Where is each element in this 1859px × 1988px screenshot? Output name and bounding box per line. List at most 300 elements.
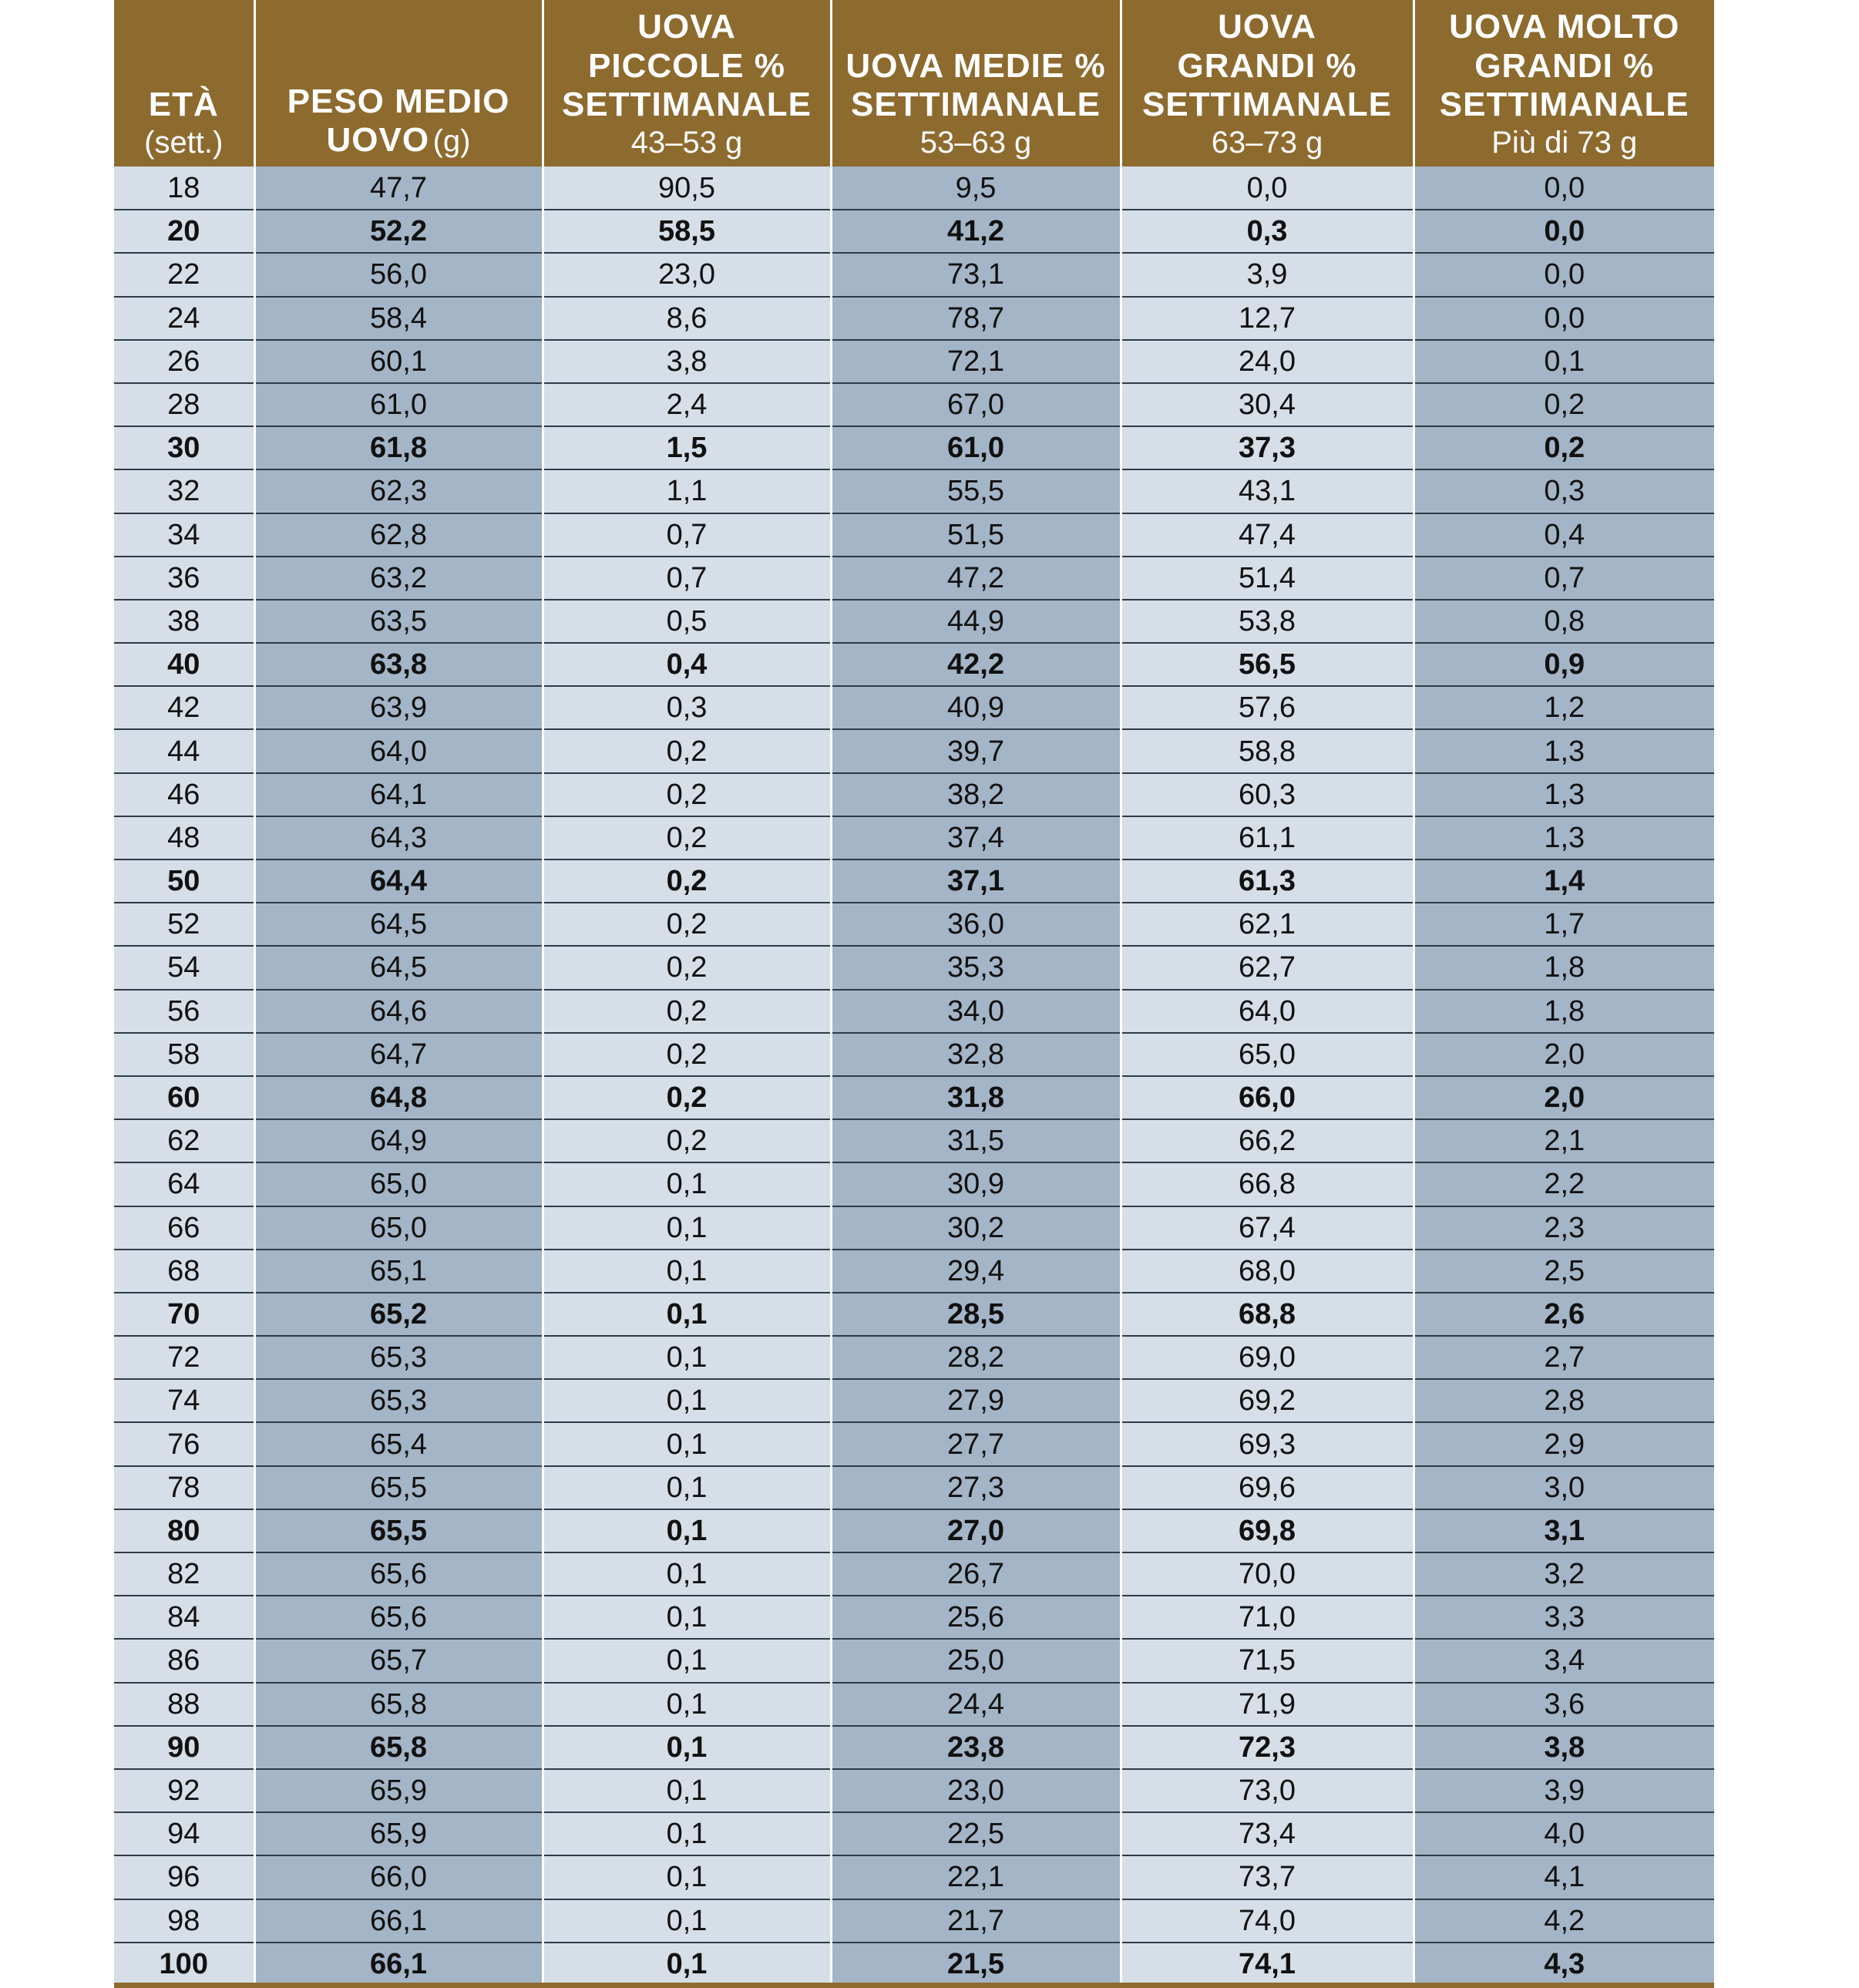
header-title-line: SETTIMANALE [851, 86, 1101, 124]
cell-age: 88 [114, 1683, 254, 1726]
cell-small-pct: 0,1 [543, 1466, 831, 1509]
table-row [114, 816, 1714, 859]
cell-xlarge-pct: 0,4 [1414, 513, 1714, 557]
table-row [114, 600, 1714, 643]
cell-age: 86 [114, 1639, 254, 1682]
cell-xlarge-pct: 0,0 [1414, 297, 1714, 340]
table-row [114, 210, 1714, 253]
cell-medium-pct: 21,5 [831, 1943, 1121, 1986]
table-row [114, 513, 1714, 557]
header-title-text: UOVO [326, 121, 430, 160]
cell-large-pct: 0,0 [1121, 167, 1414, 210]
cell-medium-pct: 55,5 [831, 469, 1121, 513]
cell-age: 28 [114, 383, 254, 426]
table-row [114, 946, 1714, 989]
cell-age: 40 [114, 643, 254, 686]
cell-small-pct: 0,1 [543, 1639, 831, 1682]
cell-medium-pct: 73,1 [831, 253, 1121, 296]
cell-medium-pct: 28,2 [831, 1336, 1121, 1379]
cell-xlarge-pct: 0,7 [1414, 557, 1714, 600]
cell-large-pct: 62,7 [1121, 946, 1414, 989]
cell-avg-weight: 65,9 [254, 1769, 543, 1812]
table-row [114, 1162, 1714, 1206]
cell-xlarge-pct: 4,2 [1414, 1899, 1714, 1943]
cell-small-pct: 0,1 [543, 1250, 831, 1293]
cell-medium-pct: 40,9 [831, 686, 1121, 729]
table-row [114, 1552, 1714, 1596]
cell-medium-pct: 37,4 [831, 816, 1121, 859]
cell-avg-weight: 47,7 [254, 167, 543, 210]
cell-small-pct: 0,1 [543, 1943, 831, 1986]
header-title-line: UOVA MOLTO [1449, 8, 1680, 46]
cell-avg-weight: 52,2 [254, 210, 543, 253]
table-row [114, 1379, 1714, 1422]
table-row [114, 990, 1714, 1033]
cell-avg-weight: 64,3 [254, 816, 543, 859]
cell-xlarge-pct: 3,4 [1414, 1639, 1714, 1682]
table-row [114, 426, 1714, 469]
cell-medium-pct: 78,7 [831, 297, 1121, 340]
table-row [114, 1509, 1714, 1552]
cell-small-pct: 0,1 [543, 1552, 831, 1596]
cell-age: 52 [114, 903, 254, 946]
cell-large-pct: 0,3 [1121, 210, 1414, 253]
cell-avg-weight: 65,9 [254, 1812, 543, 1855]
cell-small-pct: 0,2 [543, 1119, 831, 1162]
header-title-line: SETTIMANALE [1439, 86, 1689, 124]
cell-medium-pct: 47,2 [831, 557, 1121, 600]
table-row [114, 1466, 1714, 1509]
cell-medium-pct: 34,0 [831, 990, 1121, 1033]
cell-medium-pct: 22,1 [831, 1855, 1121, 1899]
cell-age: 30 [114, 426, 254, 469]
cell-small-pct: 0,1 [543, 1379, 831, 1422]
cell-small-pct: 0,2 [543, 729, 831, 772]
cell-age: 82 [114, 1552, 254, 1596]
cell-small-pct: 0,1 [543, 1206, 831, 1250]
cell-small-pct: 0,1 [543, 1683, 831, 1726]
col-header-medium [831, 0, 1121, 167]
cell-medium-pct: 27,0 [831, 1509, 1121, 1552]
cell-age: 60 [114, 1076, 254, 1119]
cell-medium-pct: 30,2 [831, 1206, 1121, 1250]
table-row [114, 253, 1714, 296]
cell-small-pct: 0,5 [543, 600, 831, 643]
cell-age: 46 [114, 773, 254, 816]
table-row [114, 1596, 1714, 1639]
cell-large-pct: 64,0 [1121, 990, 1414, 1033]
cell-avg-weight: 64,8 [254, 1076, 543, 1119]
cell-small-pct: 0,1 [543, 1855, 831, 1899]
table-row [114, 1639, 1714, 1682]
cell-medium-pct: 35,3 [831, 946, 1121, 989]
header-title-line: GRANDI % [1474, 46, 1655, 85]
cell-large-pct: 74,0 [1121, 1899, 1414, 1943]
cell-xlarge-pct: 1,3 [1414, 773, 1714, 816]
cell-age: 50 [114, 859, 254, 903]
cell-avg-weight: 64,4 [254, 859, 543, 903]
header-title-line: PESO MEDIO [287, 82, 510, 120]
cell-small-pct: 0,1 [543, 1899, 831, 1943]
cell-large-pct: 72,3 [1121, 1726, 1414, 1769]
cell-age: 94 [114, 1812, 254, 1855]
cell-age: 20 [114, 210, 254, 253]
cell-age: 78 [114, 1466, 254, 1509]
cell-age: 98 [114, 1899, 254, 1943]
cell-small-pct: 8,6 [543, 297, 831, 340]
header-title-line: SETTIMANALE [1142, 86, 1392, 124]
cell-large-pct: 37,3 [1121, 426, 1414, 469]
cell-age: 22 [114, 253, 254, 296]
cell-medium-pct: 31,5 [831, 1119, 1121, 1162]
cell-age: 96 [114, 1855, 254, 1899]
header-unit: Più di 73 g [1491, 126, 1638, 160]
table-row [114, 167, 1714, 210]
cell-medium-pct: 27,7 [831, 1422, 1121, 1465]
cell-small-pct: 0,1 [543, 1769, 831, 1812]
cell-xlarge-pct: 1,8 [1414, 990, 1714, 1033]
cell-large-pct: 69,2 [1121, 1379, 1414, 1422]
cell-avg-weight: 63,5 [254, 600, 543, 643]
cell-avg-weight: 65,8 [254, 1683, 543, 1726]
cell-large-pct: 57,6 [1121, 686, 1414, 729]
table-row [114, 1943, 1714, 1986]
cell-small-pct: 0,3 [543, 686, 831, 729]
cell-small-pct: 0,2 [543, 990, 831, 1033]
cell-small-pct: 0,1 [543, 1509, 831, 1552]
cell-avg-weight: 65,6 [254, 1552, 543, 1596]
col-header-large [1121, 0, 1414, 167]
cell-avg-weight: 64,6 [254, 990, 543, 1033]
cell-xlarge-pct: 0,0 [1414, 167, 1714, 210]
cell-avg-weight: 60,1 [254, 340, 543, 383]
cell-age: 64 [114, 1162, 254, 1206]
cell-avg-weight: 62,3 [254, 469, 543, 513]
header-unit: (g) [432, 124, 471, 159]
cell-small-pct: 58,5 [543, 210, 831, 253]
cell-avg-weight: 64,5 [254, 903, 543, 946]
table-row [114, 1293, 1714, 1336]
cell-xlarge-pct: 2,8 [1414, 1379, 1714, 1422]
cell-large-pct: 73,0 [1121, 1769, 1414, 1812]
cell-large-pct: 61,3 [1121, 859, 1414, 903]
cell-avg-weight: 63,9 [254, 686, 543, 729]
cell-medium-pct: 23,0 [831, 1769, 1121, 1812]
cell-small-pct: 0,1 [543, 1726, 831, 1769]
cell-xlarge-pct: 2,9 [1414, 1422, 1714, 1465]
cell-age: 90 [114, 1726, 254, 1769]
cell-avg-weight: 65,1 [254, 1250, 543, 1293]
cell-small-pct: 3,8 [543, 340, 831, 383]
cell-xlarge-pct: 2,7 [1414, 1336, 1714, 1379]
cell-age: 24 [114, 297, 254, 340]
cell-medium-pct: 22,5 [831, 1812, 1121, 1855]
cell-age: 56 [114, 990, 254, 1033]
cell-medium-pct: 27,9 [831, 1379, 1121, 1422]
cell-medium-pct: 26,7 [831, 1552, 1121, 1596]
cell-age: 100 [114, 1943, 254, 1986]
cell-small-pct: 0,1 [543, 1293, 831, 1336]
table-row [114, 297, 1714, 340]
cell-large-pct: 66,2 [1121, 1119, 1414, 1162]
cell-medium-pct: 51,5 [831, 513, 1121, 557]
cell-medium-pct: 42,2 [831, 643, 1121, 686]
table-row [114, 1812, 1714, 1855]
cell-xlarge-pct: 1,7 [1414, 903, 1714, 946]
cell-xlarge-pct: 2,0 [1414, 1033, 1714, 1076]
cell-xlarge-pct: 2,2 [1414, 1162, 1714, 1206]
cell-small-pct: 0,7 [543, 513, 831, 557]
cell-large-pct: 58,8 [1121, 729, 1414, 772]
cell-small-pct: 0,2 [543, 773, 831, 816]
col-header-small [543, 0, 831, 167]
table-row [114, 903, 1714, 946]
cell-large-pct: 53,8 [1121, 600, 1414, 643]
cell-medium-pct: 24,4 [831, 1683, 1121, 1726]
header-title-line: ETÀ [148, 86, 219, 124]
cell-small-pct: 1,5 [543, 426, 831, 469]
cell-avg-weight: 65,4 [254, 1422, 543, 1465]
cell-avg-weight: 65,0 [254, 1162, 543, 1206]
cell-avg-weight: 64,1 [254, 773, 543, 816]
cell-large-pct: 61,1 [1121, 816, 1414, 859]
cell-small-pct: 0,2 [543, 816, 831, 859]
table-row [114, 469, 1714, 513]
cell-age: 72 [114, 1336, 254, 1379]
table-row [114, 1422, 1714, 1465]
cell-large-pct: 74,1 [1121, 1943, 1414, 1986]
cell-age: 18 [114, 167, 254, 210]
cell-avg-weight: 65,0 [254, 1206, 543, 1250]
table-row [114, 1336, 1714, 1379]
table-row [114, 729, 1714, 772]
cell-medium-pct: 23,8 [831, 1726, 1121, 1769]
cell-avg-weight: 65,7 [254, 1639, 543, 1682]
header-unit: (sett.) [144, 126, 224, 160]
table-row [114, 340, 1714, 383]
cell-large-pct: 67,4 [1121, 1206, 1414, 1250]
table-row [114, 383, 1714, 426]
cell-small-pct: 0,1 [543, 1812, 831, 1855]
header-title-line [256, 121, 542, 160]
cell-large-pct: 71,0 [1121, 1596, 1414, 1639]
cell-medium-pct: 41,2 [831, 210, 1121, 253]
cell-large-pct: 12,7 [1121, 297, 1414, 340]
table-row [114, 1119, 1714, 1162]
table-row [114, 1033, 1714, 1076]
cell-small-pct: 0,2 [543, 1033, 831, 1076]
cell-large-pct: 70,0 [1121, 1552, 1414, 1596]
cell-large-pct: 51,4 [1121, 557, 1414, 600]
cell-avg-weight: 66,1 [254, 1943, 543, 1986]
table-row [114, 1769, 1714, 1812]
cell-age: 32 [114, 469, 254, 513]
cell-xlarge-pct: 0,0 [1414, 253, 1714, 296]
cell-large-pct: 68,8 [1121, 1293, 1414, 1336]
cell-large-pct: 69,3 [1121, 1422, 1414, 1465]
cell-medium-pct: 44,9 [831, 600, 1121, 643]
cell-age: 36 [114, 557, 254, 600]
cell-avg-weight: 63,8 [254, 643, 543, 686]
cell-age: 26 [114, 340, 254, 383]
table-row [114, 686, 1714, 729]
cell-xlarge-pct: 2,0 [1414, 1076, 1714, 1119]
cell-large-pct: 68,0 [1121, 1250, 1414, 1293]
cell-large-pct: 69,0 [1121, 1336, 1414, 1379]
cell-small-pct: 23,0 [543, 253, 831, 296]
header-unit: 63–73 g [1211, 126, 1323, 160]
cell-xlarge-pct: 2,3 [1414, 1206, 1714, 1250]
cell-xlarge-pct: 3,9 [1414, 1769, 1714, 1812]
cell-medium-pct: 72,1 [831, 340, 1121, 383]
cell-large-pct: 69,8 [1121, 1509, 1414, 1552]
cell-age: 62 [114, 1119, 254, 1162]
cell-xlarge-pct: 3,6 [1414, 1683, 1714, 1726]
cell-avg-weight: 58,4 [254, 297, 543, 340]
cell-age: 58 [114, 1033, 254, 1076]
cell-age: 74 [114, 1379, 254, 1422]
cell-small-pct: 1,1 [543, 469, 831, 513]
cell-small-pct: 0,1 [543, 1336, 831, 1379]
cell-avg-weight: 65,5 [254, 1466, 543, 1509]
header-title-line: PICCOLE % [588, 46, 785, 85]
table-row [114, 773, 1714, 816]
cell-xlarge-pct: 1,3 [1414, 729, 1714, 772]
cell-avg-weight: 56,0 [254, 253, 543, 296]
cell-large-pct: 56,5 [1121, 643, 1414, 686]
cell-small-pct: 2,4 [543, 383, 831, 426]
cell-large-pct: 71,5 [1121, 1639, 1414, 1682]
cell-medium-pct: 37,1 [831, 859, 1121, 903]
cell-medium-pct: 25,6 [831, 1596, 1121, 1639]
cell-age: 48 [114, 816, 254, 859]
cell-small-pct: 0,2 [543, 903, 831, 946]
header-title-line: SETTIMANALE [562, 86, 812, 124]
cell-xlarge-pct: 2,5 [1414, 1250, 1714, 1293]
cell-small-pct: 0,1 [543, 1422, 831, 1465]
cell-avg-weight: 61,0 [254, 383, 543, 426]
table-body [114, 167, 1714, 1986]
cell-large-pct: 62,1 [1121, 903, 1414, 946]
cell-medium-pct: 21,7 [831, 1899, 1121, 1943]
cell-avg-weight: 65,3 [254, 1336, 543, 1379]
cell-small-pct: 0,2 [543, 1076, 831, 1119]
cell-xlarge-pct: 0,0 [1414, 210, 1714, 253]
cell-xlarge-pct: 1,4 [1414, 859, 1714, 903]
cell-large-pct: 66,0 [1121, 1076, 1414, 1119]
cell-xlarge-pct: 1,3 [1414, 816, 1714, 859]
header-unit: 53–63 g [919, 126, 1032, 160]
col-header-age [114, 0, 254, 167]
header-row [114, 0, 1714, 167]
cell-xlarge-pct: 4,0 [1414, 1812, 1714, 1855]
bottom-rule [114, 1983, 1714, 1988]
cell-avg-weight: 66,0 [254, 1855, 543, 1899]
cell-avg-weight: 64,9 [254, 1119, 543, 1162]
cell-large-pct: 47,4 [1121, 513, 1414, 557]
cell-xlarge-pct: 0,2 [1414, 383, 1714, 426]
cell-xlarge-pct: 3,1 [1414, 1509, 1714, 1552]
header-title-line: UOVA MEDIE % [845, 46, 1106, 85]
cell-age: 38 [114, 600, 254, 643]
col-header-xlarge [1414, 0, 1714, 167]
cell-xlarge-pct: 2,1 [1414, 1119, 1714, 1162]
cell-avg-weight: 65,2 [254, 1293, 543, 1336]
cell-medium-pct: 39,7 [831, 729, 1121, 772]
cell-large-pct: 66,8 [1121, 1162, 1414, 1206]
cell-medium-pct: 32,8 [831, 1033, 1121, 1076]
cell-small-pct: 0,1 [543, 1596, 831, 1639]
egg-size-table [114, 0, 1714, 1986]
cell-xlarge-pct: 0,1 [1414, 340, 1714, 383]
cell-medium-pct: 27,3 [831, 1466, 1121, 1509]
cell-age: 80 [114, 1509, 254, 1552]
cell-small-pct: 0,1 [543, 1162, 831, 1206]
cell-age: 66 [114, 1206, 254, 1250]
cell-large-pct: 30,4 [1121, 383, 1414, 426]
table-row [114, 1899, 1714, 1943]
cell-xlarge-pct: 0,3 [1414, 469, 1714, 513]
cell-xlarge-pct: 3,8 [1414, 1726, 1714, 1769]
cell-large-pct: 3,9 [1121, 253, 1414, 296]
cell-age: 84 [114, 1596, 254, 1639]
cell-large-pct: 60,3 [1121, 773, 1414, 816]
cell-medium-pct: 29,4 [831, 1250, 1121, 1293]
cell-medium-pct: 36,0 [831, 903, 1121, 946]
cell-xlarge-pct: 3,0 [1414, 1466, 1714, 1509]
cell-avg-weight: 65,5 [254, 1509, 543, 1552]
cell-avg-weight: 64,5 [254, 946, 543, 989]
cell-avg-weight: 61,8 [254, 426, 543, 469]
table-header [114, 0, 1714, 167]
cell-xlarge-pct: 4,1 [1414, 1855, 1714, 1899]
cell-large-pct: 71,9 [1121, 1683, 1414, 1726]
table-row [114, 557, 1714, 600]
header-title-line: GRANDI % [1177, 46, 1357, 85]
cell-age: 42 [114, 686, 254, 729]
cell-avg-weight: 63,2 [254, 557, 543, 600]
cell-large-pct: 43,1 [1121, 469, 1414, 513]
cell-xlarge-pct: 0,2 [1414, 426, 1714, 469]
cell-avg-weight: 62,8 [254, 513, 543, 557]
table-row [114, 1726, 1714, 1769]
cell-small-pct: 0,2 [543, 859, 831, 903]
cell-medium-pct: 31,8 [831, 1076, 1121, 1119]
cell-avg-weight: 65,6 [254, 1596, 543, 1639]
cell-age: 70 [114, 1293, 254, 1336]
cell-age: 68 [114, 1250, 254, 1293]
cell-age: 34 [114, 513, 254, 557]
header-title-line: UOVA [1218, 8, 1316, 46]
table-row [114, 859, 1714, 903]
cell-medium-pct: 28,5 [831, 1293, 1121, 1336]
cell-avg-weight: 64,0 [254, 729, 543, 772]
cell-large-pct: 24,0 [1121, 340, 1414, 383]
table-row [114, 1206, 1714, 1250]
cell-xlarge-pct: 2,6 [1414, 1293, 1714, 1336]
cell-xlarge-pct: 1,8 [1414, 946, 1714, 989]
col-header-avg-weight [254, 0, 543, 167]
cell-medium-pct: 25,0 [831, 1639, 1121, 1682]
cell-small-pct: 0,4 [543, 643, 831, 686]
cell-medium-pct: 30,9 [831, 1162, 1121, 1206]
cell-medium-pct: 67,0 [831, 383, 1121, 426]
table-row [114, 1076, 1714, 1119]
header-unit: 43–53 g [630, 126, 743, 160]
cell-large-pct: 73,4 [1121, 1812, 1414, 1855]
cell-age: 44 [114, 729, 254, 772]
cell-avg-weight: 66,1 [254, 1899, 543, 1943]
